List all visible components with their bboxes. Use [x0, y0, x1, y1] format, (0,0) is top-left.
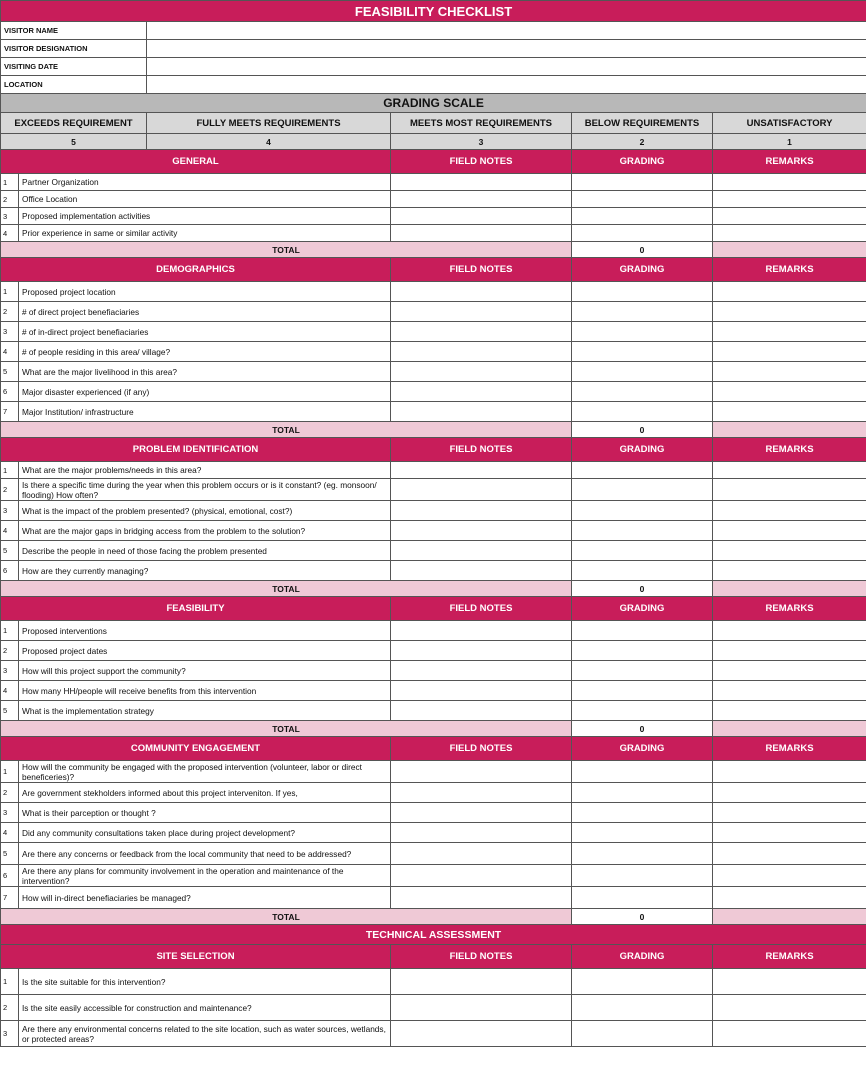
question-row [1, 641, 866, 661]
remarks-cell[interactable] [713, 887, 866, 909]
question-row [1, 282, 866, 302]
remarks-cell[interactable] [713, 282, 866, 302]
visitor-designation-label: VISITOR DESIGNATION [1, 40, 147, 58]
question-number: 3 [1, 1021, 19, 1047]
question-row [1, 362, 866, 382]
grading-cell[interactable] [572, 208, 713, 225]
grading-cell[interactable] [572, 302, 713, 322]
field-notes-cell[interactable] [391, 479, 572, 501]
remarks-cell[interactable] [713, 843, 866, 865]
total-row [1, 909, 866, 925]
question-row [1, 501, 866, 521]
remarks-header: REMARKS [713, 438, 866, 462]
visiting-date-label: VISITING DATE [1, 58, 147, 76]
grading-cell[interactable] [572, 621, 713, 641]
question-text: What is the implementation strategy [19, 701, 391, 721]
field-notes-header: FIELD NOTES [391, 150, 572, 174]
remarks-cell[interactable] [713, 969, 866, 995]
field-notes-cell[interactable] [391, 621, 572, 641]
remarks-cell[interactable] [713, 174, 866, 191]
remarks-cell[interactable] [713, 783, 866, 803]
field-notes-cell[interactable] [391, 362, 572, 382]
total-remarks-cell [713, 581, 866, 597]
grading-header: GRADING [572, 945, 713, 969]
technical-assessment-row [1, 925, 866, 945]
grading-header: GRADING [572, 737, 713, 761]
total-remarks-cell [713, 242, 866, 258]
question-number: 2 [1, 783, 19, 803]
total-label: TOTAL [1, 721, 572, 737]
total-value: 0 [572, 422, 713, 438]
grading-header: GRADING [572, 438, 713, 462]
field-notes-header: FIELD NOTES [391, 945, 572, 969]
grading-cell[interactable] [572, 225, 713, 242]
grading-scale-title: GRADING SCALE [1, 94, 866, 113]
question-text: # of direct project benefiaciaries [19, 302, 391, 322]
total-row [1, 581, 866, 597]
question-text: Is there a specific time during the year when this problem occurs or is it constant? (eg. monsoon/ flooding) How often? [19, 479, 391, 501]
grading-cell[interactable] [572, 969, 713, 995]
question-text: Major disaster experienced (if any) [19, 382, 391, 402]
remarks-cell[interactable] [713, 501, 866, 521]
question-text: # of people residing in this area/ village? [19, 342, 391, 362]
question-row [1, 225, 866, 242]
field-notes-cell[interactable] [391, 174, 572, 191]
visiting-date-row [1, 58, 866, 76]
technical-assessment-title: TECHNICAL ASSESSMENT [1, 925, 866, 945]
question-row [1, 761, 866, 783]
grading-cell[interactable] [572, 479, 713, 501]
grading-cell[interactable] [572, 823, 713, 843]
question-row [1, 322, 866, 342]
field-notes-cell[interactable] [391, 225, 572, 242]
question-text: Describe the people in need of those facing the problem presented [19, 541, 391, 561]
question-number: 6 [1, 561, 19, 581]
question-number: 5 [1, 701, 19, 721]
remarks-header: REMARKS [713, 150, 866, 174]
question-number: 7 [1, 887, 19, 909]
grading-cell[interactable] [572, 541, 713, 561]
field-notes-cell[interactable] [391, 995, 572, 1021]
scale-value-4: 4 [147, 134, 391, 150]
site-selection-title: SITE SELECTION [1, 945, 391, 969]
grading-cell[interactable] [572, 501, 713, 521]
question-number: 4 [1, 225, 19, 242]
remarks-cell[interactable] [713, 681, 866, 701]
question-row [1, 402, 866, 422]
question-text: Partner Organization [19, 174, 391, 191]
question-text: What are the major problems/needs in this area? [19, 462, 391, 479]
remarks-cell[interactable] [713, 342, 866, 362]
question-text: Prior experience in same or similar activity [19, 225, 391, 242]
visitor-name-label: VISITOR NAME [1, 22, 147, 40]
remarks-cell[interactable] [713, 382, 866, 402]
question-number: 2 [1, 641, 19, 661]
question-text: Is the site easily accessible for construction and maintenance? [19, 995, 391, 1021]
question-number: 1 [1, 174, 19, 191]
field-notes-header: FIELD NOTES [391, 597, 572, 621]
question-number: 3 [1, 661, 19, 681]
total-row [1, 242, 866, 258]
remarks-cell[interactable] [713, 462, 866, 479]
grading-cell[interactable] [572, 1021, 713, 1047]
remarks-cell[interactable] [713, 479, 866, 501]
remarks-cell[interactable] [713, 322, 866, 342]
question-text: # of in-direct project benefiaciaries [19, 322, 391, 342]
field-notes-cell[interactable] [391, 701, 572, 721]
question-row [1, 479, 866, 501]
grading-cell[interactable] [572, 521, 713, 541]
grading-header: GRADING [572, 150, 713, 174]
field-notes-cell[interactable] [391, 541, 572, 561]
field-notes-cell[interactable] [391, 823, 572, 843]
question-text: How are they currently managing? [19, 561, 391, 581]
remarks-cell[interactable] [713, 701, 866, 721]
question-row [1, 302, 866, 322]
field-notes-cell[interactable] [391, 402, 572, 422]
grading-cell[interactable] [572, 402, 713, 422]
grading-cell[interactable] [572, 382, 713, 402]
grading-cell[interactable] [572, 661, 713, 681]
question-text: What are the major gaps in bridging access from the problem to the solution? [19, 521, 391, 541]
grading-cell[interactable] [572, 462, 713, 479]
remarks-cell[interactable] [713, 225, 866, 242]
question-row [1, 1021, 866, 1047]
question-text: Proposed project location [19, 282, 391, 302]
scale-label-5: EXCEEDS REQUIREMENT [1, 113, 147, 134]
field-notes-cell[interactable] [391, 783, 572, 803]
question-row [1, 823, 866, 843]
question-row [1, 521, 866, 541]
field-notes-cell[interactable] [391, 865, 572, 887]
checklist-title: FEASIBILITY CHECKLIST [1, 1, 866, 22]
question-number: 3 [1, 322, 19, 342]
question-row [1, 561, 866, 581]
location-label: LOCATION [1, 76, 147, 94]
question-row [1, 661, 866, 681]
question-row [1, 701, 866, 721]
section-title: DEMOGRAPHICS [1, 258, 391, 282]
question-text: What are the major livelihood in this area? [19, 362, 391, 382]
question-row [1, 887, 866, 909]
field-notes-cell[interactable] [391, 462, 572, 479]
grading-scale-values [1, 134, 866, 150]
location-field[interactable] [147, 76, 866, 94]
field-notes-header: FIELD NOTES [391, 438, 572, 462]
section-header-row [1, 597, 866, 621]
question-number: 3 [1, 208, 19, 225]
field-notes-cell[interactable] [391, 521, 572, 541]
question-number: 1 [1, 621, 19, 641]
question-number: 5 [1, 362, 19, 382]
total-value: 0 [572, 909, 713, 925]
scale-label-1: UNSATISFACTORY [713, 113, 866, 134]
field-notes-cell[interactable] [391, 887, 572, 909]
question-row [1, 342, 866, 362]
question-number: 4 [1, 823, 19, 843]
visitor-designation-row [1, 40, 866, 58]
remarks-cell[interactable] [713, 191, 866, 208]
question-text: How will in-direct benefiaciaries be managed? [19, 887, 391, 909]
question-text: What is the impact of the problem presented? (physical, emotional, cost?) [19, 501, 391, 521]
question-number: 1 [1, 462, 19, 479]
field-notes-cell[interactable] [391, 1021, 572, 1047]
question-number: 6 [1, 865, 19, 887]
question-number: 1 [1, 282, 19, 302]
field-notes-cell[interactable] [391, 641, 572, 661]
question-row [1, 803, 866, 823]
section-header-row [1, 150, 866, 174]
question-number: 2 [1, 191, 19, 208]
field-notes-cell[interactable] [391, 761, 572, 783]
remarks-cell[interactable] [713, 661, 866, 681]
question-row [1, 681, 866, 701]
question-number: 4 [1, 342, 19, 362]
total-row [1, 721, 866, 737]
question-number: 1 [1, 969, 19, 995]
question-text: How many HH/people will receive benefits from this intervention [19, 681, 391, 701]
grading-cell[interactable] [572, 362, 713, 382]
total-label: TOTAL [1, 909, 572, 925]
field-notes-cell[interactable] [391, 208, 572, 225]
section-title: PROBLEM IDENTIFICATION [1, 438, 391, 462]
question-text: Are there any plans for community involvement in the operation and maintenance of the intervention? [19, 865, 391, 887]
remarks-cell[interactable] [713, 803, 866, 823]
question-row [1, 995, 866, 1021]
field-notes-cell[interactable] [391, 382, 572, 402]
remarks-header: REMARKS [713, 597, 866, 621]
scale-value-3: 3 [391, 134, 572, 150]
field-notes-cell[interactable] [391, 501, 572, 521]
section-header-row [1, 945, 866, 969]
grading-scale-labels [1, 113, 866, 134]
field-notes-cell[interactable] [391, 843, 572, 865]
grading-cell[interactable] [572, 701, 713, 721]
grading-header: GRADING [572, 597, 713, 621]
remarks-cell[interactable] [713, 865, 866, 887]
question-number: 4 [1, 521, 19, 541]
question-text: Office Location [19, 191, 391, 208]
section-header-row [1, 438, 866, 462]
grading-cell[interactable] [572, 681, 713, 701]
field-notes-cell[interactable] [391, 302, 572, 322]
visiting-date-field[interactable] [147, 58, 866, 76]
field-notes-cell[interactable] [391, 681, 572, 701]
total-value: 0 [572, 581, 713, 597]
section-header-row [1, 258, 866, 282]
scale-value-5: 5 [1, 134, 147, 150]
grading-cell[interactable] [572, 865, 713, 887]
remarks-cell[interactable] [713, 1021, 866, 1047]
question-text: Are there any environmental concerns related to the site location, such as water sources, wetlands, or protected areas? [19, 1021, 391, 1047]
total-row [1, 422, 866, 438]
field-notes-cell[interactable] [391, 803, 572, 823]
remarks-header: REMARKS [713, 258, 866, 282]
grading-cell[interactable] [572, 995, 713, 1021]
question-row [1, 843, 866, 865]
total-value: 0 [572, 721, 713, 737]
remarks-header: REMARKS [713, 945, 866, 969]
field-notes-cell[interactable] [391, 561, 572, 581]
question-number: 3 [1, 501, 19, 521]
remarks-cell[interactable] [713, 621, 866, 641]
scale-label-3: MEETS MOST REQUIREMENTS [391, 113, 572, 134]
scale-value-2: 2 [572, 134, 713, 150]
question-text: Proposed interventions [19, 621, 391, 641]
question-number: 7 [1, 402, 19, 422]
grading-cell[interactable] [572, 191, 713, 208]
remarks-cell[interactable] [713, 823, 866, 843]
question-row [1, 621, 866, 641]
grading-header: GRADING [572, 258, 713, 282]
section-title: GENERAL [1, 150, 391, 174]
grading-cell[interactable] [572, 887, 713, 909]
remarks-cell[interactable] [713, 302, 866, 322]
grading-cell[interactable] [572, 561, 713, 581]
total-label: TOTAL [1, 422, 572, 438]
total-value: 0 [572, 242, 713, 258]
question-text: Major Institution/ infrastructure [19, 402, 391, 422]
remarks-cell[interactable] [713, 995, 866, 1021]
question-row [1, 783, 866, 803]
field-notes-cell[interactable] [391, 342, 572, 362]
grading-cell[interactable] [572, 803, 713, 823]
question-text: What is their parception or thought ? [19, 803, 391, 823]
question-number: 3 [1, 803, 19, 823]
question-text: Did any community consultations taken place during project development? [19, 823, 391, 843]
visitor-name-field[interactable] [147, 22, 866, 40]
section-title: COMMUNITY ENGAGEMENT [1, 737, 391, 761]
field-notes-cell[interactable] [391, 322, 572, 342]
question-text: Are government stekholders informed about this project interveniton. If yes, [19, 783, 391, 803]
scale-label-4: FULLY MEETS REQUIREMENTS [147, 113, 391, 134]
question-number: 5 [1, 541, 19, 561]
section-title: FEASIBILITY [1, 597, 391, 621]
question-text: Proposed project dates [19, 641, 391, 661]
question-row [1, 382, 866, 402]
remarks-cell[interactable] [713, 521, 866, 541]
total-remarks-cell [713, 721, 866, 737]
field-notes-cell[interactable] [391, 282, 572, 302]
remarks-cell[interactable] [713, 641, 866, 661]
grading-cell[interactable] [572, 761, 713, 783]
question-row [1, 208, 866, 225]
visitor-designation-field[interactable] [147, 40, 866, 58]
field-notes-cell[interactable] [391, 969, 572, 995]
question-row [1, 969, 866, 995]
field-notes-header: FIELD NOTES [391, 737, 572, 761]
field-notes-header: FIELD NOTES [391, 258, 572, 282]
grading-cell[interactable] [572, 783, 713, 803]
field-notes-cell[interactable] [391, 661, 572, 681]
grading-cell[interactable] [572, 843, 713, 865]
question-text: How will the community be engaged with the proposed intervention (volunteer, labor or direct beneficeries)? [19, 761, 391, 783]
question-text: Are there any concerns or feedback from the local community that need to be addressed? [19, 843, 391, 865]
grading-cell[interactable] [572, 174, 713, 191]
question-number: 2 [1, 302, 19, 322]
question-text: Proposed implementation activities [19, 208, 391, 225]
question-row [1, 462, 866, 479]
remarks-cell[interactable] [713, 541, 866, 561]
remarks-cell[interactable] [713, 561, 866, 581]
question-number: 5 [1, 843, 19, 865]
field-notes-cell[interactable] [391, 191, 572, 208]
question-number: 6 [1, 382, 19, 402]
section-header-row [1, 737, 866, 761]
question-text: How will this project support the community? [19, 661, 391, 681]
remarks-cell[interactable] [713, 208, 866, 225]
question-row [1, 541, 866, 561]
total-label: TOTAL [1, 242, 572, 258]
visitor-name-row [1, 22, 866, 40]
remarks-cell[interactable] [713, 761, 866, 783]
question-row [1, 174, 866, 191]
remarks-cell[interactable] [713, 402, 866, 422]
grading-cell[interactable] [572, 342, 713, 362]
question-number: 4 [1, 681, 19, 701]
grading-cell[interactable] [572, 641, 713, 661]
total-remarks-cell [713, 909, 866, 925]
grading-cell[interactable] [572, 282, 713, 302]
question-row [1, 191, 866, 208]
question-number: 2 [1, 479, 19, 501]
location-row [1, 76, 866, 94]
total-remarks-cell [713, 422, 866, 438]
remarks-header: REMARKS [713, 737, 866, 761]
question-number: 1 [1, 761, 19, 783]
scale-value-1: 1 [713, 134, 866, 150]
question-text: Is the site suitable for this intervention? [19, 969, 391, 995]
question-row [1, 865, 866, 887]
question-number: 2 [1, 995, 19, 1021]
remarks-cell[interactable] [713, 362, 866, 382]
grading-cell[interactable] [572, 322, 713, 342]
total-label: TOTAL [1, 581, 572, 597]
scale-label-2: BELOW REQUIREMENTS [572, 113, 713, 134]
